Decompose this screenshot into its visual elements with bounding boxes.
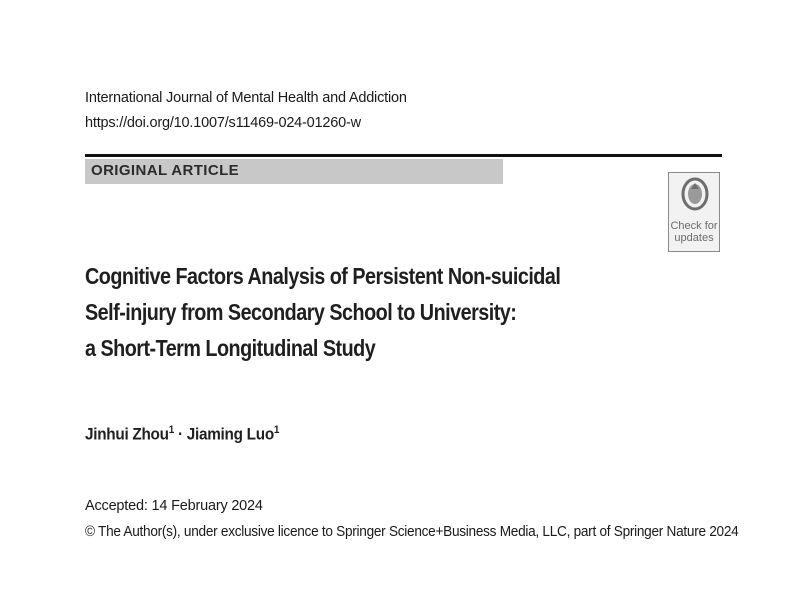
journal-name: International Journal of Mental Health and Addiction [85, 90, 407, 106]
author-affiliation: 1 [168, 424, 174, 436]
header-rule [85, 154, 722, 157]
article-title [85, 258, 567, 366]
article-type-label: ORIGINAL ARTICLE [91, 162, 240, 179]
author-name[interactable]: Jinhui Zhou [85, 424, 169, 444]
copyright-notice: © The Author(s), under exclusive licence to Springer Science+Business Media, LLC, part of Springer Nature 2024 [85, 524, 739, 540]
badge-line-2: updates [674, 232, 714, 244]
badge-line-1: Check for [670, 220, 718, 232]
author-separator: · [173, 424, 187, 444]
title-line-3: a Short-Term Longitudinal Study [85, 335, 376, 361]
badge-caption [669, 220, 719, 244]
check-for-updates-badge[interactable] [668, 172, 720, 252]
accepted-date: Accepted: 14 February 2024 [85, 498, 263, 514]
check-for-updates-icon [681, 177, 709, 217]
doi-link[interactable]: https://doi.org/10.1007/s11469-024-01260-w [85, 115, 361, 131]
title-line-1: Cognitive Factors Analysis of Persistent Non-suicidal [85, 263, 561, 289]
author-list [85, 424, 279, 445]
title-line-2: Self-injury from Secondary School to University: [85, 299, 517, 325]
author-affiliation: 1 [273, 424, 280, 436]
author-name[interactable]: Jiaming Luo [186, 424, 274, 444]
article-type-band [85, 159, 503, 184]
